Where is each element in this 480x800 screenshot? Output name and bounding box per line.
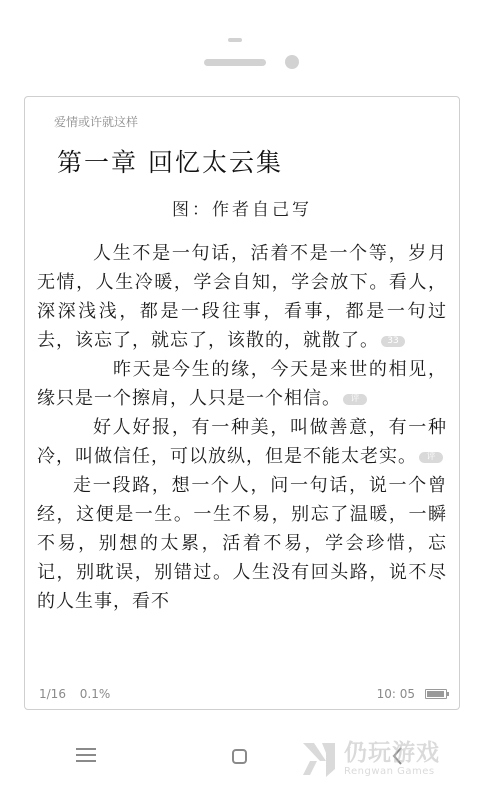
sensor-dot	[228, 38, 242, 42]
status-info	[377, 687, 447, 701]
clock-time: 10: 05	[376, 687, 415, 701]
front-camera	[285, 55, 299, 69]
paragraph[interactable]	[37, 239, 447, 355]
menu-icon[interactable]	[76, 748, 96, 764]
paragraph-text: 走一段路，想一个人，问一句话，说一个曾经，这便是一生。一生不易，别忘了温暖，一瞬不易，别想的太累，活着不易，学会珍惜，忘记，别耽误，别错过。人生没有回头路，说不尽的人生事，看不	[37, 475, 447, 612]
paragraph[interactable]	[37, 413, 447, 471]
watermark-english: Rengwan Games	[344, 766, 435, 777]
battery-fill	[427, 691, 444, 697]
rengwan-logo-icon	[300, 739, 338, 779]
progress-percent: 0.1%	[79, 687, 111, 701]
battery-icon	[425, 689, 447, 699]
paragraph-comment-badge[interactable]: 33	[381, 336, 405, 347]
home-icon[interactable]	[232, 749, 247, 764]
battery-tip	[447, 692, 449, 696]
chapter-title: 第一章 回忆太云集	[57, 148, 283, 177]
paragraph-text: 好人好报，有一种美，叫做善意，有一种冷，叫做信任，可以放纵，但是不能太老实。	[37, 417, 447, 467]
watermark	[300, 734, 470, 784]
paragraph-text: 昨天是今生的缘，今天是来世的相见，缘只是一个擦肩，人只是一个相信。	[37, 359, 447, 409]
paragraph-comment-badge[interactable]: 评	[419, 452, 443, 463]
earpiece-speaker	[204, 59, 266, 66]
chapter-subtitle: 图：作者自己写	[172, 200, 312, 220]
page-indicator: 1/16	[39, 687, 66, 701]
paragraph-text: 人生不是一句话，活着不是一个等，岁月无情，人生冷暖，学会自知，学会放下。看人，深深浅浅，都是一段往事，看事，都是一句过去，该忘了，就忘了，该散的，就散了。	[37, 243, 447, 351]
paragraph[interactable]	[37, 471, 447, 616]
paragraph-comment-badge[interactable]: 评	[343, 394, 367, 405]
reader-screen[interactable]	[24, 96, 460, 710]
book-title: 爱情或许就这样	[54, 115, 139, 129]
paragraph[interactable]	[37, 355, 447, 413]
watermark-chinese: 仍玩游戏	[344, 740, 440, 766]
chapter-content	[37, 239, 447, 616]
reading-progress	[39, 687, 120, 701]
